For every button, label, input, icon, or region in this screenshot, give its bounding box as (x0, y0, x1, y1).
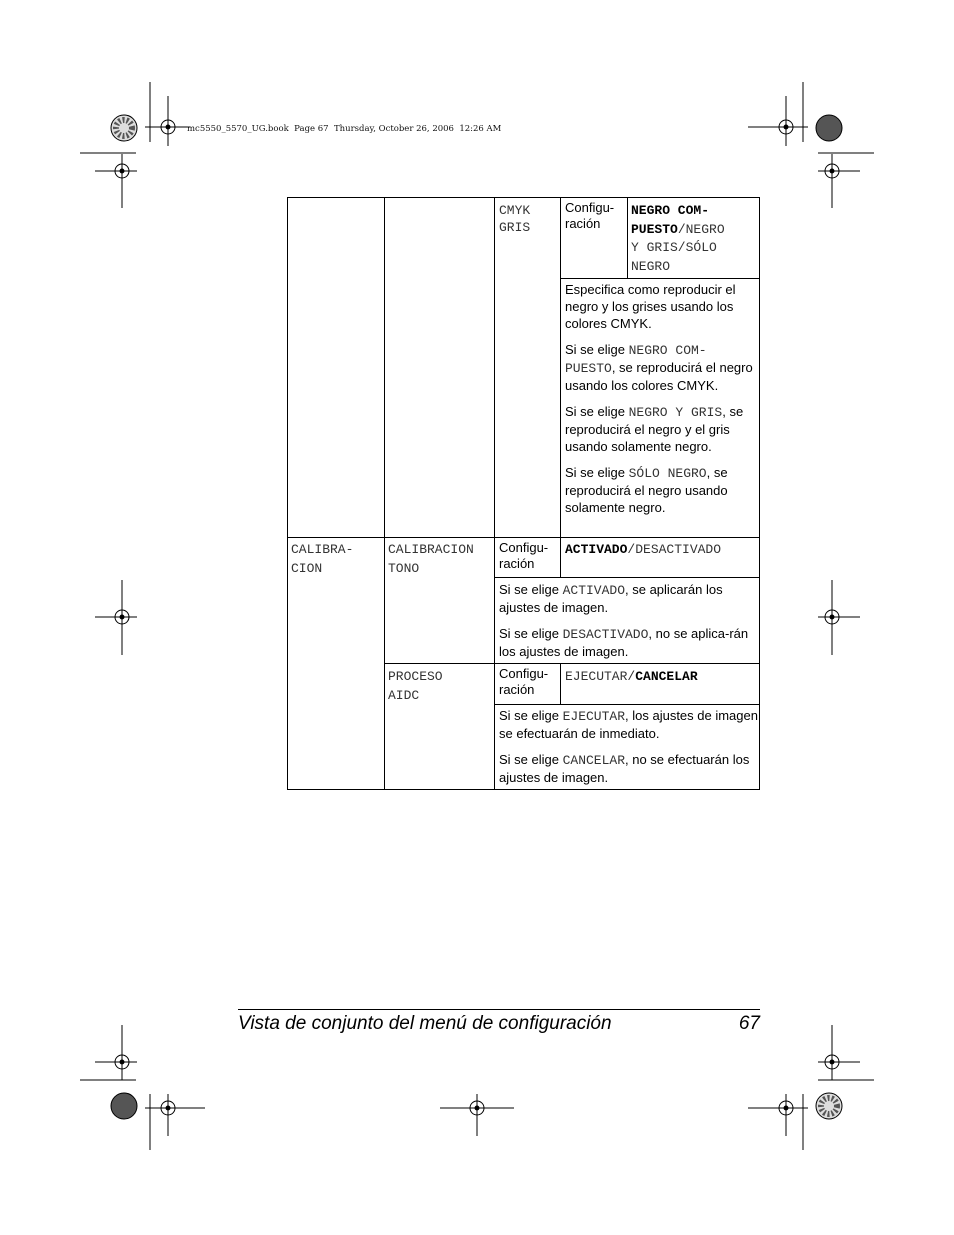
tono-desc-1: Si se elige ACTIVADO, se aplicarán los ajustes de imagen. (499, 582, 723, 615)
aidc-desc-2: Si se elige CANCELAR, no se efectuarán los ajustes de imagen. (499, 752, 750, 785)
cmyk-config-label: Configu- ración (565, 200, 615, 231)
aidc-default-option: CANCELAR (635, 669, 698, 684)
cmyk-desc-2: Si se elige NEGRO COM- PUESTO, se reproducirá el negro usando los colores CMYK. (565, 342, 753, 393)
calibracion-menu: CALIBRA- CION (291, 542, 354, 576)
footer-rule (238, 1009, 760, 1010)
aidc-config-label: Configu- ración (499, 666, 549, 697)
code-desactivado: DESACTIVADO (562, 627, 649, 642)
code-ejecutar: EJECUTAR (562, 709, 626, 724)
tono-default-option: ACTIVADO (565, 542, 628, 557)
aidc-desc-1: Si se elige EJECUTAR, los ajustes de imagen se efectuarán de inmediato. (499, 708, 758, 741)
cmyk-default-option: NEGRO COM- PUESTO (631, 203, 710, 237)
tono-config-label: Configu- ración (499, 540, 549, 571)
code-negro-y-gris: NEGRO Y GRIS (628, 405, 723, 420)
code-solo-negro: SÓLO NEGRO (628, 466, 707, 481)
aidc-description (499, 707, 759, 786)
book-info: mc5550_5570_UG.book Page 67 Thursday, October 26, 2006 12:26 AM (187, 124, 502, 134)
code-cancelar: CANCELAR (562, 753, 626, 768)
cmyk-desc-1: Especifica como reproducir el negro y los grises usando los colores CMYK. (565, 282, 736, 331)
cmyk-desc-3: Si se elige NEGRO Y GRIS, se reproducirá el negro y el gris usando solamente negro. (565, 404, 744, 454)
aidc-other-options: EJECUTAR/ (565, 669, 636, 684)
cmyk-other-options: /NEGRO Y GRIS/SÓLO NEGRO (631, 221, 725, 274)
tono-description (499, 581, 759, 660)
proceso-aidc-item: PROCESO AIDC (388, 669, 443, 703)
calibracion-tono-item: CALIBRACION TONO (388, 542, 474, 576)
cmyk-options (631, 202, 759, 276)
code-activado: ACTIVADO (562, 583, 626, 598)
tono-other-options: /DESACTIVADO (627, 542, 722, 557)
tono-desc-2: Si se elige DESACTIVADO, no se aplica-rán los ajustes de imagen. (499, 626, 749, 659)
code-negro-compuesto: NEGRO COM- PUESTO (565, 343, 707, 376)
tono-options (565, 541, 759, 558)
aidc-options (565, 668, 759, 685)
cmyk-desc-4: Si se elige SÓLO NEGRO, se reproducirá el negro usando solamente negro. (565, 465, 728, 515)
page-number: 67 (738, 1013, 760, 1034)
cmyk-gris-item: CMYK GRIS (499, 203, 531, 235)
footer-title: Vista de conjunto del menú de configuración (238, 1013, 612, 1034)
cmyk-description (565, 281, 759, 516)
